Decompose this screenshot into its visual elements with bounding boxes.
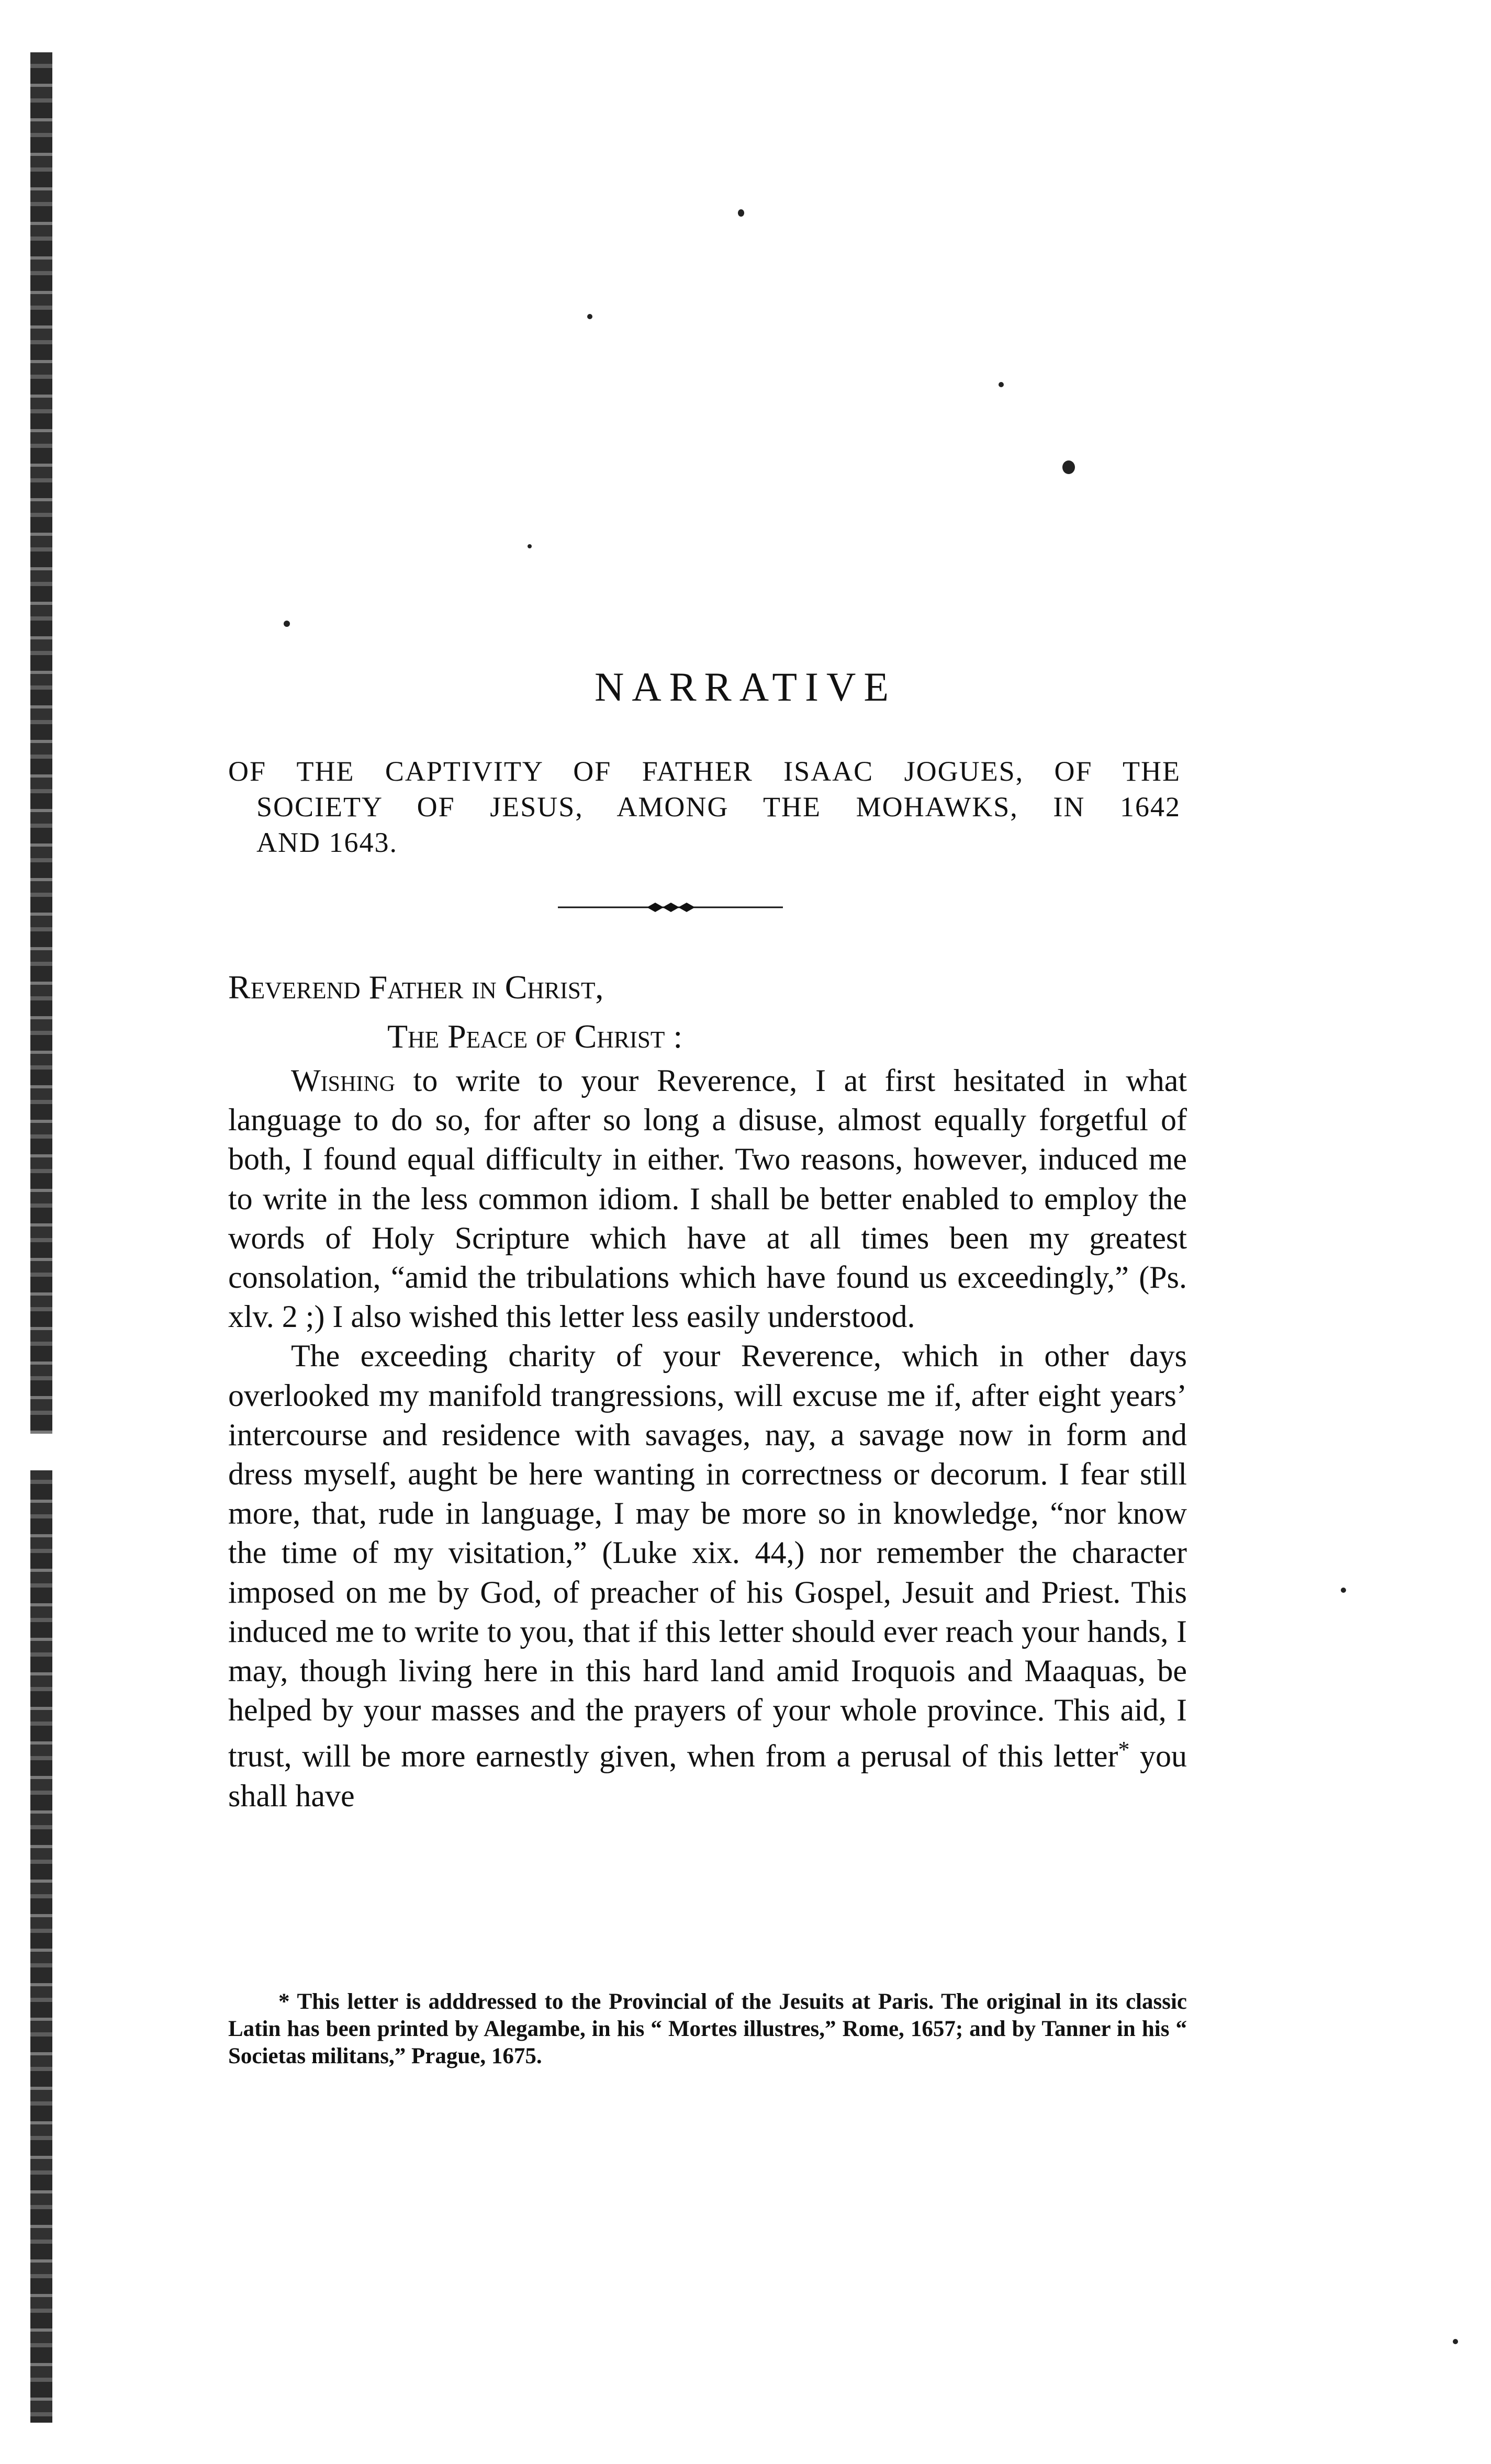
scan-speck (528, 544, 532, 548)
footnote-mark: * (278, 1989, 290, 2014)
subtitle-line: AND 1643. (256, 827, 398, 858)
paragraph (228, 1061, 1187, 1336)
scan-speck (587, 314, 592, 319)
footnote (228, 1988, 1187, 2070)
subtitle-line: SOCIETY OF JESUS, AMONG THE MOHAWKS, IN 1642 (256, 791, 1181, 823)
footnote-text: This letter is adddressed to the Provincial of the Jesuits at Paris. The original in its classic Latin has been printed by Alegambe, in his “ Mortes illustres,” Rome, 1657; and by Tanner in his “ Societas militans,” Prague, 1675. (228, 1989, 1187, 2068)
scan-speck (284, 621, 290, 627)
narrative-title: NARRATIVE (595, 664, 896, 710)
paragraph-text: The exceeding charity of your Reverence, which in other days overlooked my manifold trangressions, will excuse me if, after eight years’ intercourse and residence with savages, nay, a savage now in form and dress myself, aught be here wanting in correctness or decorum. I fear still more, that, rude in language, I may be more so in knowledge, “nor know the time of my visitation,” (Luke xix. 44,) nor remember the character imposed on me by God, of preacher of his Gospel, Jesuit and Priest. This induced me to write to you, that if this letter should ever reach your hands, I may, though living here in this hard land amid Iroquois and Maaquas, be helped by your masses and the prayers of your whole province. This aid, I trust, will be more earnestly given, when from a perusal of this letter (228, 1338, 1187, 1774)
scan-speck (1062, 460, 1075, 474)
binding-edge-gap (27, 1434, 57, 1470)
letter-salutation: Reverend Father in Christ, (228, 969, 604, 1006)
paragraph-text: you shall have (228, 1739, 1187, 1813)
paragraph (228, 1336, 1187, 1815)
paragraph-text: to write to your Reverence, I at first hesitated in what language to do so, for after so long a disuse, almost equally forgetful of both, I found equal difficulty in either. Two reasons, however, induced me to write in the less common idiom. I shall be better enabled to employ the words of Holy Scripture which have at all times been my greatest consolation, “amid the tribulations which have found us exceedingly,” (Ps. xlv. 2 ;) I also wished this letter less easily understood. (228, 1063, 1187, 1334)
paragraph-lead-word: Wishing (291, 1063, 395, 1098)
binding-edge-shadow (30, 52, 52, 2423)
ornament-rule-divider (558, 897, 783, 918)
footnote-reference-mark: * (1118, 1737, 1130, 1763)
letter-body (228, 1061, 1187, 1816)
subtitle-line: OF THE CAPTIVITY OF FATHER ISAAC JOGUES, OF THE (228, 756, 1181, 787)
scan-speck (738, 209, 744, 217)
scan-speck (1341, 1588, 1346, 1593)
narrative-subtitle (228, 753, 1181, 860)
scan-speck (1453, 2339, 1458, 2344)
letter-greeting: The Peace of Christ : (387, 1018, 683, 1055)
scan-speck (999, 382, 1004, 387)
